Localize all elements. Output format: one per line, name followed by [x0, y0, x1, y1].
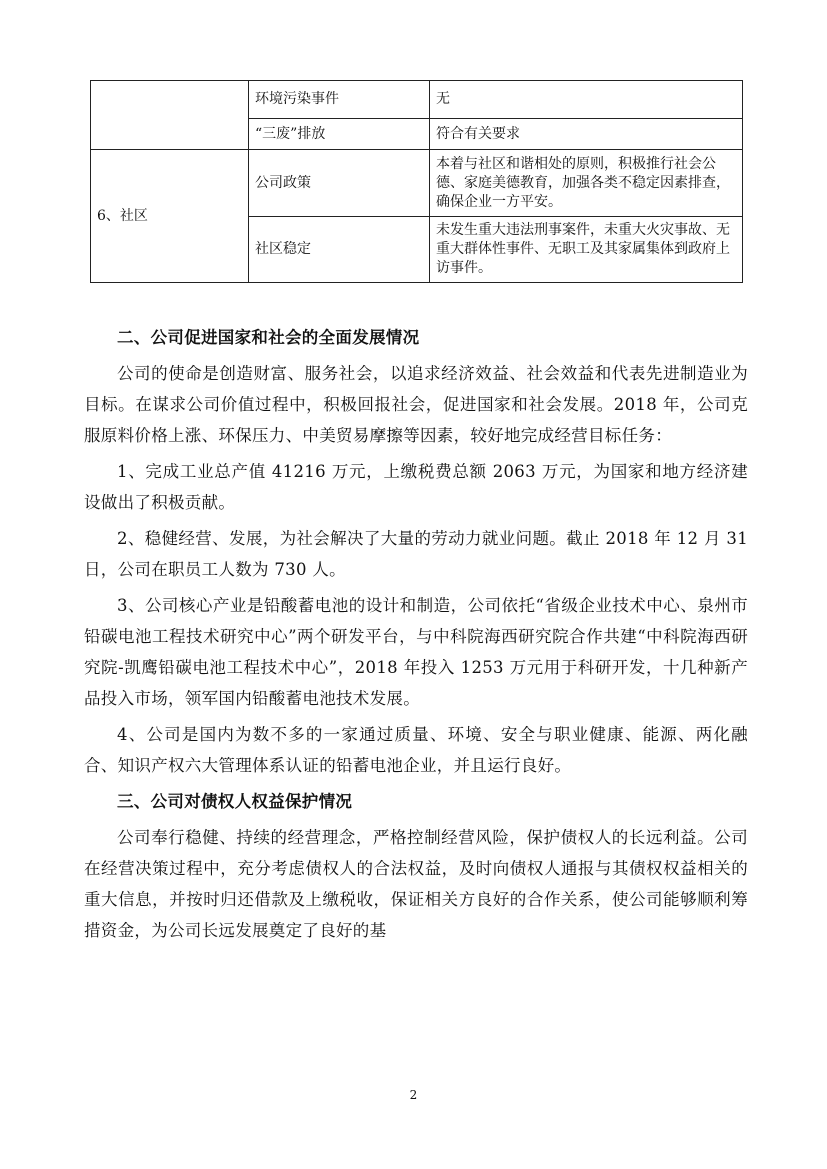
paragraph: 1、完成工业总产值 41216 万元，上缴税费总额 2063 万元，为国家和地方经济建设做出了积极贡献。: [84, 462, 748, 512]
table-cell-item: 社区稳定: [249, 217, 430, 283]
table-cell-item: 公司政策: [249, 150, 430, 217]
table-cell-item: 环境污染事件: [249, 81, 430, 119]
paragraph: 4、公司是国内为数不多的一家通过质量、环境、安全与职业健康、能源、两化融合、知识产权六大管理体系认证的铅蓄电池企业，并且运行良好。: [84, 725, 748, 775]
paragraph: 公司奉行稳健、持续的经营理念，严格控制经营风险，保护债权人的长远利益。公司在经营决策过程中，充分考虑债权人的合法权益，及时向债权人通报与其债权权益相关的重大信息，并按时归还借款及上缴税收，保证相关方良好的合作关系，使公司能够顺利筹措资金，为公司长远发展奠定了良好的基: [84, 828, 748, 940]
table-cell-category: 6、社区: [91, 150, 249, 283]
page-number: 2: [409, 1088, 418, 1102]
table-row: [91, 81, 743, 119]
csr-table: [90, 80, 743, 283]
table-cell-desc: 符合有关要求: [430, 119, 743, 150]
section-heading-2: 二、公司促进国家和社会的全面发展情况: [117, 328, 420, 347]
paragraph: 3、公司核心产业是铅酸蓄电池的设计和制造，公司依托“省级企业技术中心、泉州市铅碳电池工程技术研究中心”两个研发平台，与中科院海西研究院合作共建“中科院海西研究院-凯鹰铅碳电池工程技术中心”，2018 年投入 1253 万元用于科研开发，十几种新产品投入市场，领军国内铅酸蓄电池技术发展。: [84, 596, 748, 708]
main-text: [84, 322, 748, 951]
table-row: [91, 150, 743, 217]
table-cell-item: “三废”排放: [249, 119, 430, 150]
table-cell-desc: 无: [430, 81, 743, 119]
table-cell-category: [91, 81, 249, 150]
paragraph: 公司的使命是创造财富、服务社会，以追求经济效益、社会效益和代表先进制造业为目标。在谋求公司价值过程中，积极回报社会，促进国家和社会发展。2018 年，公司克服原料价格上涨、环保压力、中美贸易摩擦等因素，较好地完成经营目标任务：: [84, 364, 748, 445]
table-cell-desc: 未发生重大违法刑事案件，未重大火灾事故、无重大群体性事件、无职工及其家属集体到政府上访事件。: [430, 217, 743, 283]
table-cell-desc: 本着与社区和谐相处的原则，积极推行社会公德、家庭美德教育，加强各类不稳定因素排查，确保企业一方平安。: [430, 150, 743, 217]
section-heading-3: 三、公司对债权人权益保护情况: [117, 792, 353, 811]
paragraph: 2、稳健经营、发展，为社会解决了大量的劳动力就业问题。截止 2018 年 12 月 31 日，公司在职员工人数为 730 人。: [84, 529, 748, 579]
